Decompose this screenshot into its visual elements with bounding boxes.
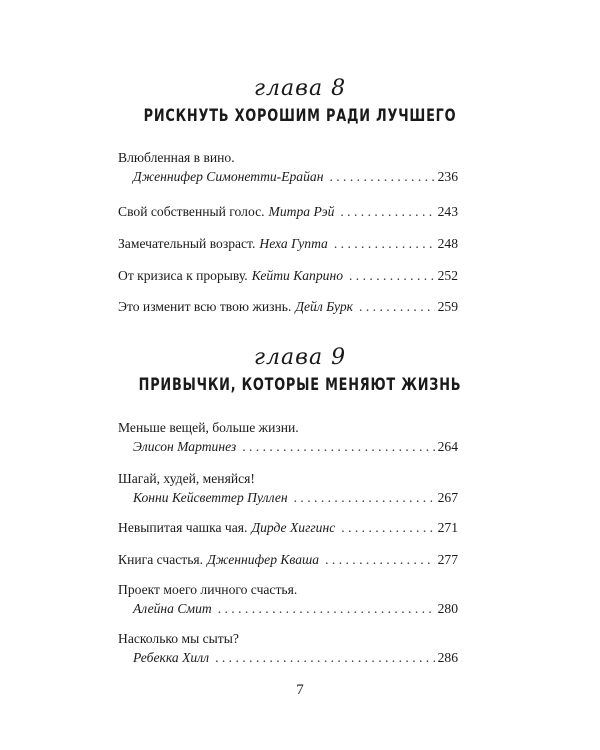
toc-entry <box>118 580 458 618</box>
toc-entry <box>118 629 458 667</box>
entry-title: Проект моего личного счастья. <box>118 582 298 597</box>
chapter-8-label: глава 8 <box>253 76 347 101</box>
entry-page: 252 <box>437 268 458 283</box>
dot-leader <box>294 488 435 507</box>
entry-author: Дженнифер Симонетти-Ерайан <box>133 169 324 184</box>
dot-leader <box>334 234 435 253</box>
toc-entry <box>118 297 458 316</box>
toc-entry <box>118 518 458 537</box>
entry-author: Дирде Хиггинс <box>251 520 336 535</box>
entry-title: Насколько мы сыты? <box>118 631 239 646</box>
dot-leader <box>359 297 435 316</box>
toc-entry <box>118 469 458 507</box>
entry-page: 280 <box>437 601 458 616</box>
entry-page: 243 <box>437 204 458 219</box>
entry-author: Конни Кейсветтер Пуллен <box>133 490 288 505</box>
toc-entry <box>118 418 458 456</box>
chapter-8-title: РИСКНУТЬ ХОРОШИМ РАДИ ЛУЧШЕГО <box>143 106 457 125</box>
entry-author: Кейти Каприно <box>251 268 343 283</box>
entry-page: 259 <box>437 299 458 314</box>
toc-entry <box>118 202 458 221</box>
dot-leader <box>325 550 435 569</box>
chapter-9-title: ПРИВЫЧКИ, КОТОРЫЕ МЕНЯЮТ ЖИЗНЬ <box>138 375 462 394</box>
entry-author: Дженнифер Кваша <box>207 552 320 567</box>
entry-title: Это изменит всю твою жизнь. <box>118 299 292 314</box>
dot-leader <box>341 518 434 537</box>
entry-title: От кризиса к прорыву. <box>118 268 248 283</box>
entry-author: Неха Гупта <box>259 236 328 251</box>
entry-author: Элисон Мартинез <box>133 439 237 454</box>
entry-title: Влюбленная в вино. <box>118 150 235 165</box>
entry-title: Шагай, худей, меняйся! <box>118 471 255 486</box>
dot-leader <box>329 167 434 186</box>
chapter-9-label: глава 9 <box>253 345 347 370</box>
toc-entry <box>118 266 458 285</box>
entry-author: Алейна Смит <box>133 601 212 616</box>
entry-page: 264 <box>437 439 458 454</box>
page-number: 7 <box>296 682 304 698</box>
entry-page: 248 <box>437 236 458 251</box>
entry-page: 271 <box>437 520 458 535</box>
entry-page: 267 <box>437 490 458 505</box>
entry-page: 236 <box>437 169 458 184</box>
entry-title: Меньше вещей, больше жизни. <box>118 420 299 435</box>
toc-entry <box>118 234 458 253</box>
dot-leader <box>340 202 434 221</box>
entry-title: Книга счастья. <box>118 552 204 567</box>
dot-leader <box>349 266 435 285</box>
entry-author: Дейл Бурк <box>295 299 354 314</box>
dot-leader <box>242 437 434 456</box>
dot-leader <box>218 599 435 618</box>
entry-author: Митра Рэй <box>268 204 335 219</box>
toc-entry <box>118 148 458 186</box>
dot-leader <box>215 648 435 667</box>
entry-page: 286 <box>437 650 458 665</box>
entry-author: Ребекка Хилл <box>133 650 210 665</box>
entry-title: Замечательный возраст. <box>118 236 256 251</box>
entry-page: 277 <box>437 552 458 567</box>
entry-title: Свой собственный голос. <box>118 204 265 219</box>
toc-entry <box>118 550 458 569</box>
entry-title: Невыпитая чашка чая. <box>118 520 248 535</box>
